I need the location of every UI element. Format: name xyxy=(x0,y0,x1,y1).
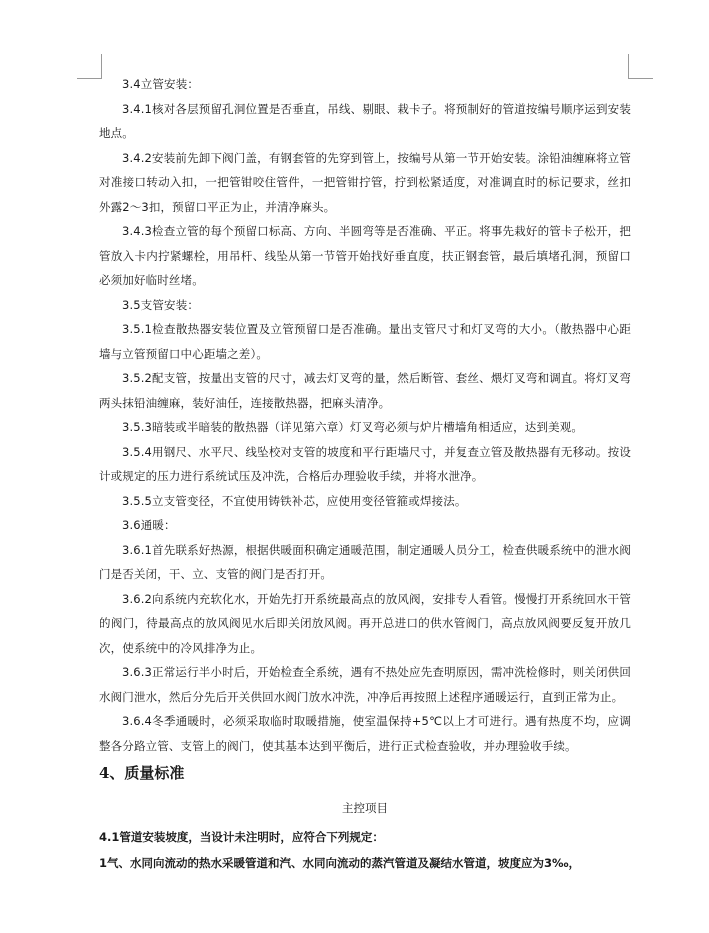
paragraph-4-1-item-1: 1气、水同向流动的热水采暖管道和汽、水同向流动的蒸汽管道及凝结水管道，坡度应为3‰， xyxy=(99,856,581,870)
paragraph-3-6-1: 3.6.1首先联系好热源，根据供暖面积确定通暖范围，制定通暖人员分工，检查供暖系统中的泄水阀门是否关闭，干、立、支管的阀门是否打开。 xyxy=(99,542,631,581)
paragraph-3-5-4: 3.5.4用钢尺、水平尺、线坠校对支管的坡度和平行距墙尺寸，并复查立管及散热器有无移动。按设计或规定的压力进行系统试压及冲洗，合格后办理验收手续，并将水泄净。 xyxy=(99,444,631,483)
paragraph-4-1: 4.1管道安装坡度，当设计未注明时，应符合下列规定： xyxy=(99,830,384,844)
paragraph-3-4-2: 3.4.2安装前先卸下阀门盖，有钢套管的先穿到管上，按编号从第一节开始安装。涂铅油缠麻将立管对准接口转动入扣，一把管钳咬住管件，一把管钳拧管，拧到松紧适度，对准调直时的标记要求，丝扣外露2～3扣，预留口平正为止，并清净麻头。 xyxy=(99,150,631,214)
heading-3-5: 3.5支管安装： xyxy=(122,297,199,312)
paragraph-3-4-3: 3.4.3检查立管的每个预留口标高、方向、半圆弯等是否准确、平正。将事先栽好的管卡子松开，把管放入卡内拧紧螺栓，用吊杆、线坠从第一节管开始找好垂直度，扶正钢套管，最后填堵孔洞，预留口必须加好临时丝堵。 xyxy=(99,224,631,287)
paragraph-3-5-3: 3.5.3暗装或半暗装的散热器（详见第六章）灯叉弯必须与炉片槽墙角相适应，达到美观。 xyxy=(122,420,584,434)
document-body xyxy=(99,72,631,876)
section-heading-quality-standard: 4、质量标准 xyxy=(99,764,185,782)
paragraph-3-5-2: 3.5.2配支管，按量出支管的尺寸，减去灯叉弯的量，然后断管、套丝、煨灯叉弯和调直。将灯叉弯两头抹铅油缠麻，装好油任，连接散热器，把麻头清净。 xyxy=(99,371,631,410)
paragraph-3-5-5: 3.5.5立支管变径，不宜使用铸铁补芯，应使用变径管箍或焊接法。 xyxy=(122,493,467,508)
heading-3-6: 3.6通暖： xyxy=(122,518,176,532)
paragraph-3-6-4: 3.6.4冬季通暖时，必须采取临时取暖措施，使室温保持+5℃以上才可进行。遇有热度不均，应调整各分路立管、支管上的阀门，使其基本达到平衡后，进行正式检查验收，并办理验收手续。 xyxy=(99,714,631,753)
paragraph-3-6-3: 3.6.3正常运行半小时后，开始检查全系统，遇有不热处应先查明原因，需冲洗检修时，则关闭供回水阀门泄水，然后分先后开关供回水阀门放水冲洗，冲净后再按照上述程序通暖运行，直到正常为止。 xyxy=(99,665,631,704)
subheading-main-items: 主控项目 xyxy=(342,801,388,815)
page-corner-mark-top-right xyxy=(628,54,653,79)
paragraph-3-5-1: 3.5.1检查散热器安装位置及立管预留口是否准确。量出支管尺寸和灯叉弯的大小。（散热器中心距墙与立管预留口中心距墙之差）。 xyxy=(99,322,631,361)
heading-3-4: 3.4立管安装： xyxy=(122,77,199,91)
paragraph-3-6-2: 3.6.2向系统内充软化水，开始先打开系统最高点的放风阀，安排专人看管。慢慢打开系统回水干管的阀门，待最高点的放风阀见水后即关闭放风阀。再开总进口的供水管阀门，高点放风阀要反复开放几次，使系统中的冷风排净为止。 xyxy=(99,591,631,655)
paragraph-3-4-1: 3.4.1核对各层预留孔洞位置是否垂直，吊线、剔眼、栽卡子。将预制好的管道按编号顺序运到安装地点。 xyxy=(99,101,631,140)
